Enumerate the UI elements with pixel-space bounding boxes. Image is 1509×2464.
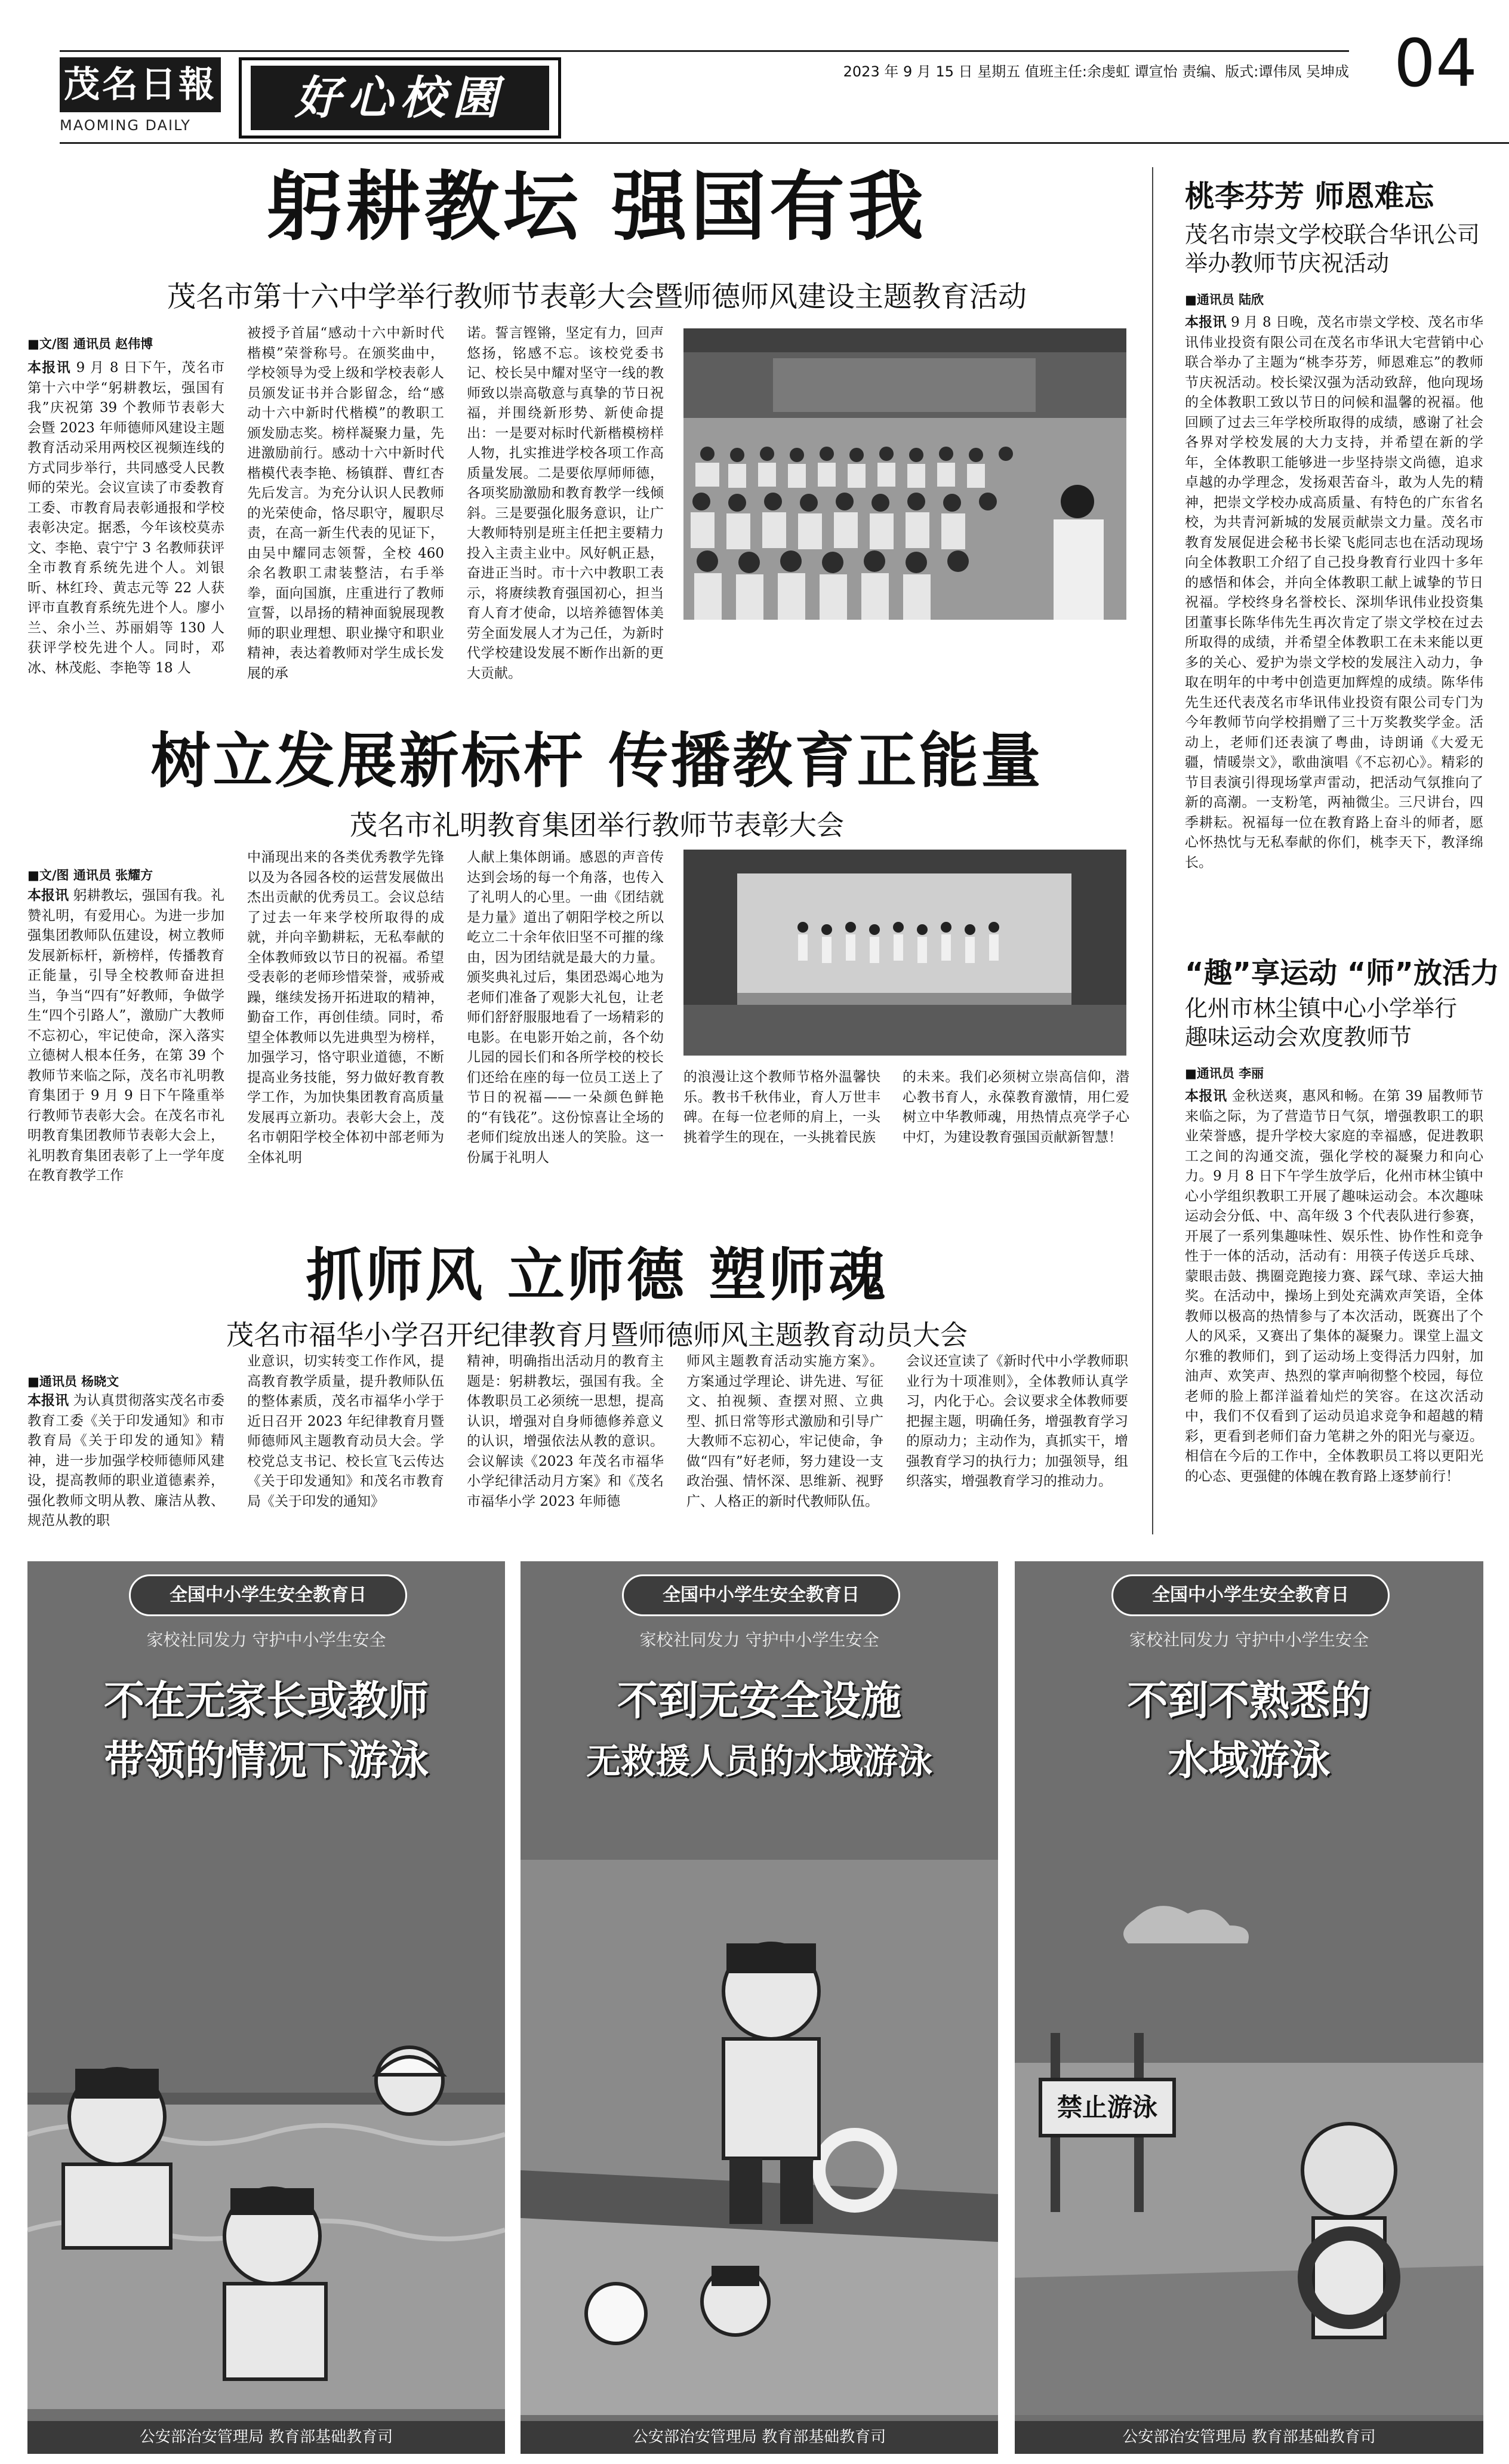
article2-col3: 人献上集体朗诵。感恩的声音传达到会场的每一个角落，也传入了礼明人的心里。一曲《团结就是力量》道出了朝阳学校之所以屹立二十余年依旧坚不可摧的缘由，因为团结就是最大的力量。颁奖典礼过后，集团恐竭心地为老师们准备了观影大礼包，让老师们舒舒服服地看了一场精彩的电影。在电影开始之前，各个幼儿园的园长们和各所学校的校长们还给在座的每一位员工送上了节日的祝福——一朵颜色鲜艳的“有钱花”。这份惊喜让全场的老师们绽放出迷人的笑脸。这一份属于礼明人 (467, 850, 664, 1165)
article1-col2: 被授予首届“感动十六中新时代楷模”荣誉称号。在颁奖曲中，学校领导为受上级和学校表彰人员颁发证书并合影留念，给“感动十六中新时代楷模”的教职工颁发励志奖。榜样凝聚力量，先进激励前行。感动十六中新时代楷模代表李艳、杨镇群、曹红杏先后发言。为充分认识人民教师的光荣使命，恪尽职守，履职尽责，在高一新生代表的见证下，由吴中耀同志领誓，全校 460 余名教职工肃装整洁，右手举拳，面向国旗，庄重进行了教师宣誓，以昂扬的精神面貌展现教师的职业理想、职业操守和职业精神，表达着教师对学生成长发展的承 (247, 325, 444, 681)
no-swimming-sign: 禁止游泳 (1039, 2078, 1176, 2137)
safety-poster-1 (27, 1561, 505, 2454)
article1-lead: 本报讯 (27, 360, 71, 376)
article1-headline: 躬耕教坛 强国有我 (267, 163, 927, 251)
masthead-rule (60, 50, 1349, 52)
article1-photo (683, 328, 1126, 620)
article2-headline: 树立发展新标杆 传播教育正能量 (150, 726, 1043, 796)
poster1-slogan: 家校社同发力 守护中小学生安全 (146, 1630, 386, 1650)
poster1-title-line1: 不在无家长或教师 (103, 1678, 429, 1725)
masthead (0, 0, 1509, 143)
article3-col1-text: 为认真贯彻落实茂名市委教育工委《关于印发通知》和市教育局《关于印发的通知》精神，进一步加强学校师德师风建设，提高教师的职业道德素养，强化教师文明从教、廉洁从教、规范从教的职 (27, 1393, 224, 1528)
side2-lead: 本报讯 (1185, 1088, 1227, 1104)
safety-poster-2 (521, 1561, 998, 2454)
newspaper-logo-en: MAOMING DAILY (60, 117, 191, 134)
poster3-banner: 全国中小学生安全教育日 (1111, 1574, 1390, 1616)
poster1-footer: 公安部治安管理局 教育部基础教育司 (27, 2421, 505, 2454)
article3-headline: 抓师风 立师德 塑师魂 (306, 1242, 888, 1309)
side2-body-text: 金秋送爽，惠风和畅。在第 39 届教师节来临之际，为了营造节日气氛，增强教职工的职业荣誉感，提升学校大家庭的幸福感，促进教职工之间的沟通交流，强化学校的凝聚力和向心力。9 月 8 日下午学生放学后，化州市林尘镇中心小学组织教职工开展了趣味运动会。本次趣味运动会分低、中、高年级 3 个代表队进行参赛，开展了一系列集趣味性、娱乐性、协作性和竞争性于一体的活动，活动有：用筷子传送乒乓球、蒙眼击鼓、携圈竞跑接力赛、踩气球、幸运大抽奖。在活动中，操场上到处充满欢声笑语，全体教师以极高的热情参与了本次活动，既赛出了个人的风采，又赛出了集体的凝聚力。课堂上温文尔雅的教师们，到了运动场上变得活力四射，加油声、欢笑声、热烈的掌声响彻整个校园，每位老师的脸上都洋溢着灿烂的笑容。在这次活动中，我们不仅看到了运动员追求竞争和超越的精彩，更看到老师们奋力笔耕之外的阳光与豪迈。相信在今后的工作中，全体教职员工将以更阳光的心态、更强健的体魄在教育路上逐梦前行！ (1185, 1088, 1483, 1484)
side2-headline: “趣”享运动 “师”放活力 (1185, 956, 1499, 990)
article2-photo (683, 850, 1126, 1056)
article1-col3: 诺。誓言铿锵，坚定有力，回声悠扬，铭感不忘。该校党委书记、校长吴中耀对坚守一线的教师致以崇高敬意与真挚的节日祝福，并围绕新形势、新使命提出：一是要对标时代新楷模榜样人物，扎实推进学校各项工作高质量发展。二是要依厚师师德，各项奖励激励和教育教学一线倾斜。三是要强化服务意识，让广大教师特别是班主任把主要精力投入主责主业中。风好帆正悬，奋进正当时。市十六中教职工表示，将赓续教育强国初心，担当育人育才使命，以培养德智体美劳全面发展人才为己任，为新时代学校建设发展不断作出新的更大贡献。 (467, 325, 664, 681)
newspaper-logo: 茂名日報 (60, 57, 221, 112)
issue-info: 2023 年 9 月 15 日 星期五 值班主任:余虔虹 谭宣怡 责编、版式:谭伟凤 吴坤成 (843, 63, 1349, 80)
article2-byline: ■文/图 通讯员 张耀方 (27, 868, 153, 882)
article3-col5: 会议还宣读了《新时代中小学教师职业行为十项准则》，全体教师认真学习，内化于心。会议要求全体教师要把握主题，明确任务，增强教育学习的原动力；主动作为，真抓实干，增强教育学习的执行力；加强领导，组织落实，增强教育学习的推动力。 (906, 1353, 1128, 1489)
article2-col4: 的浪漫让这个教师节格外温馨快乐。教书千秋伟业，育人万世丰碑。在每一位老师的肩上，一头挑着学生的现在，一头挑着民族 (683, 1069, 880, 1145)
article2-col1 (27, 886, 224, 1191)
side2-byline: ■通讯员 李丽 (1185, 1066, 1264, 1081)
side1-headline: 桃李芬芳 师恩难忘 (1185, 179, 1434, 214)
side2-subtitle-2: 趣味运动会欢度教师节 (1185, 1024, 1412, 1050)
article2-col2: 中涌现出来的各类优秀教学先锋以及为各园各校的运营发展做出杰出贡献的优秀员工。会议总结了过去一年来学校所取得的成就，并向辛勤耕耘，无私奉献的全体教师致以节日的祝福。希望受表彰的老师珍惜荣誉，戒骄戒躁，继续发扬开拓进取的精神，勤奋工作，再创佳绩。同时，希望全体教师以先进典型为榜样，加强学习，恪守职业道德，不断提高业务技能，努力做好教育教学工作，为加快集团教育高质量发展再立新功。表彰大会上，茂名市朝阳学校全体初中部老师为全体礼明 (247, 850, 444, 1165)
poster1-banner: 全国中小学生安全教育日 (129, 1574, 407, 1616)
article1-col1-text: 9 月 8 日下午，茂名市第十六中学“躬耕教坛，强国有我”庆祝第 39 个教师节表彰大会暨 2023 年师德师风建设主题教育活动采用两校区视频连线的方式同步举行，共同感受人民教师的荣光。会议宣读了市委教育工委、市教育局表彰通报和学校表彰决定。据悉，今年该校莫赤文、李艳、袁宁宁 3 名教师获评全市教育系统先进个人。刘银昕、林红玲、黄志元等 22 人获评市直教育系统先进个人。廖小兰、余小兰、苏丽娟等 130 人获评学校先进个人。同时，邓冰、林茂彪、李艳等 18 人 (27, 360, 224, 676)
article1-byline: ■文/图 通讯员 赵伟博 (27, 337, 153, 351)
lake-warning-illustration (1015, 1884, 1483, 2415)
page-number: 04 (1394, 25, 1477, 101)
article3-lead: 本报讯 (27, 1393, 69, 1408)
stage-photo-illustration (683, 850, 1126, 1056)
column-divider (1152, 167, 1153, 1534)
pool-swimming-illustration (27, 1979, 505, 2409)
article3-col2: 业意识，切实转变工作作风，提高教育教学质量，提升教师队伍的整体素质，茂名市福华小学于近日召开 2023 年纪律教育月暨师德师风主题教育动员大会。学校党总支书记、校长宣飞云传达《关于印发通知》和茂名市教育局《关于印发的通知》 (247, 1353, 444, 1509)
poster3-slogan: 家校社同发力 守护中小学生安全 (1129, 1630, 1369, 1650)
side1-byline: ■通讯员 陆欣 (1185, 293, 1264, 307)
safety-poster-3 (1015, 1561, 1483, 2454)
assembly-photo-illustration (683, 328, 1126, 620)
poster2-title-line2: 无救援人员的水域游泳 (586, 1741, 932, 1782)
poster2-footer: 公安部治安管理局 教育部基础教育司 (521, 2421, 998, 2454)
article2-lead: 本报讯 (27, 888, 69, 903)
side1-lead: 本报讯 (1185, 315, 1227, 330)
section-title: 好心校園 (251, 66, 549, 130)
side1-subtitle-1: 茂名市崇文学校联合华讯公司 (1185, 222, 1480, 248)
article3-col4: 师风主题教育活动实施方案》。方案通过学理论、讲先进、写征文、拍视频、查摆对照、立典型、抓日常等形式激励和引导广大教师不忘初心，牢记使命，争做“四有”好老师，努力建设一支政治强、情怀深、思维新、视野广、人格正的新时代教师队伍。 (686, 1353, 883, 1509)
side1-body-text: 9 月 8 日晚，茂名市崇文学校、茂名市华讯伟业投资有限公司在茂名市华讯大宅营销中心联合举办了主题为“桃李芬芳，师恩难忘”的教师节庆祝活动。校长梁汉强为活动致辞，他向现场的全体教职工致以节日的问候和温馨的祝福。他回顾了过去三年学校所取得的成绩，感谢了社会各界对学校发展的大力支持，并希望在新的学年，全体教职工能够进一步坚持崇文尚德，追求卓越的办学理念，发扬艰苦奋斗，敢为人先的精神，把崇文学校办成高质量、有特色的广东省名校，为共青河新城的发展贡献崇文力量。茂名市教育发展促进会秘书长梁飞彪同志也在活动现场向全体教职工介绍了自己投身教育行业四十多年的感悟和体会，并向全体教职工献上诚挚的节日祝福。学校终身名誉校长、深圳华讯伟业投资集团董事长陈华伟先生再次肯定了崇文学校在过去所取得的成绩，并希望全体教职工在未来能以更多的关心、爱护为崇文学校的发展注入动力，争取在明年的中考中创造更加辉煌的成绩。陈华伟先生还代表茂名市华讯伟业投资有限公司专门为今年教师节向学校捐赠了三十万奖教奖学金。活动上，老师们还表演了粤曲，诗朗诵《大爱无疆，情暖崇文》，歌曲演唱《不忘初心》。精彩的节目表演引得现场掌声雷动，把活动气氛推向了新的高潮。一支粉笔，两袖微尘。三尺讲台，四季耕耘。祝福每一位在教育路上奋斗的师者，愿心怀热忱与无私奉献的你们，桃李天下，教泽绵长。 (1185, 315, 1483, 870)
article1-col1 (27, 358, 224, 681)
side2-body (1185, 1087, 1483, 1540)
side1-subtitle-2: 举办教师节庆祝活动 (1185, 250, 1390, 276)
side2-subtitle-1: 化州市林尘镇中心小学举行 (1185, 995, 1458, 1022)
masthead-bottom-rule (60, 142, 1509, 144)
article3-byline: ■通讯员 杨晓文 (27, 1374, 119, 1389)
poster2-title-line1: 不到无安全设施 (617, 1678, 901, 1725)
poster2-banner: 全国中小学生安全教育日 (622, 1574, 900, 1616)
poster2-slogan: 家校社同发力 守护中小学生安全 (639, 1630, 879, 1650)
poster1-title-line2: 带领的情况下游泳 (103, 1737, 429, 1785)
poster3-footer: 公安部治安管理局 教育部基础教育司 (1015, 2421, 1483, 2454)
article1-subtitle: 茂名市第十六中学举行教师节表彰大会暨师德师风建设主题教育活动 (167, 280, 1027, 313)
article2-subtitle: 茂名市礼明教育集团举行教师节表彰大会 (350, 809, 844, 841)
article2-col1-text: 躬耕教坛，强国有我。礼赞礼明，有爱用心。为进一步加强集团教师队伍建设，树立教师发展新标杆，新榜样，传播教育正能量，引导全校教师奋进担当，争当“四有”好教师，争做学生“四个引路人”，激励广大教师不忘初心，牢记使命，深入落实立德树人根本任务，在第 39 个教师节来临之际，茂名市礼明教育集团于 9 月 9 日下午隆重举行教师节表彰大会。在茂名市礼明教育集团教师节表彰大会上，礼明教育集团表彰了上一学年度在教育教学工作 (27, 888, 224, 1183)
poster3-title-line2: 水域游泳 (1168, 1737, 1331, 1785)
article3-col3: 精神，明确指出活动月的教育主题是：躬耕教坛，强国有我。全体教职员工必须统一思想，提高认识，增强对自身师德修养意义的认识，增强依法从教的意识。会议解读《2023 年茂名市福华小学纪律活动月方案》和《茂名市福华小学 2023 年师德 (467, 1353, 664, 1509)
poster3-title-line1: 不到不熟悉的 (1127, 1678, 1371, 1725)
article3-col1 (27, 1391, 224, 1540)
article3-subtitle: 茂名市福华小学召开纪律教育月暨师德师风主题教育动员大会 (226, 1319, 968, 1351)
article2-col5: 的未来。我们必须树立崇高信仰，潜心教书育人，永葆教育激情，用仁爱树立中华教师魂，用热情点亮学子心中灯，为建设教育强国贡献新智慧！ (903, 1069, 1129, 1145)
river-swimming-illustration (521, 1860, 998, 2415)
